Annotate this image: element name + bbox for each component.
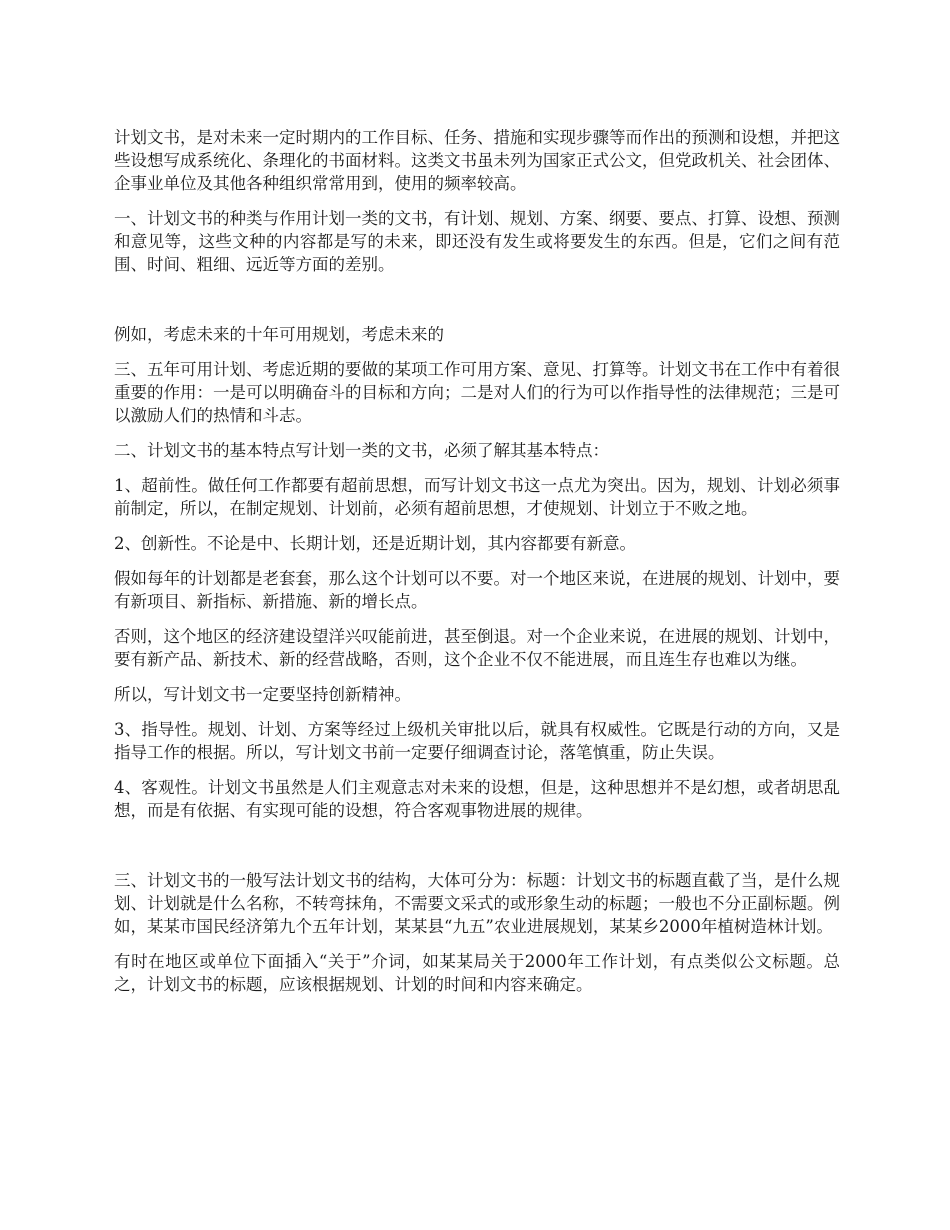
paragraph-feature-1: 1、超前性。做任何工作都要有超前思想，而写计划文书这一点尤为突出。因为，规划、计划必须事前制定，所以，在制定规划、计划前，必须有超前思想，才使规划、计划立于不败之地。: [114, 476, 840, 518]
paragraph-feature-2-detail-1: 假如每年的计划都是老套套，那么这个计划可以不要。对一个地区来说，在进展的规划、计划中，要有新项目、新指标、新措施、新的增长点。: [114, 569, 840, 611]
paragraph-title-rule: 有时在地区或单位下面插入“关于”介词，如某某局关于2000年工作计划，有点类似公文标题。总之，计划文书的标题，应该根据规划、计划的时间和内容来确定。: [114, 952, 840, 994]
paragraph-intro: 计划文书，是对未来一定时期内的工作目标、任务、措施和实现步骤等而作出的预测和设想，并把这些设想写成系统化、条理化的书面材料。这类文书虽未列为国家正式公文，但党政机关、社会团体、企事业单位及其他各种组织常常用到，使用的频率较高。: [114, 128, 840, 193]
paragraph-feature-2: 2、创新性。不论是中、长期计划，还是近期计划，其内容都要有新意。: [114, 534, 636, 553]
paragraph-feature-4: 4、客观性。计划文书虽然是人们主观意志对未来的设想，但是，这种思想并不是幻想，或者胡思乱想，而是有依据、有实现可能的设想，符合客观事物进展的规律。: [114, 778, 840, 820]
paragraph-gap: [114, 834, 840, 869]
paragraph-writing-method: 三、计划文书的一般写法计划文书的结构，大体可分为：标题：计划文书的标题直截了当，是什么规划、计划就是什么名称，不转弯抹角，不需要文采式的或形象生动的标题；一般也不分正副标题。例如，某某市国民经济第九个五年计划，某某县“九五”农业进展规划，某某乡2000年植树造林计划。: [114, 871, 840, 936]
paragraph-feature-2-detail-2: 否则，这个地区的经济建设望洋兴叹能前进，甚至倒退。对一个企业来说，在进展的规划、计划中，要有新产品、新技术、新的经营战略，否则，这个企业不仅不能进展，而且连生存也难以为继。: [114, 627, 840, 669]
paragraph-feature-2-conclusion: 所以，写计划文书一定要坚持创新精神。: [114, 685, 411, 704]
document-body: [114, 126, 840, 1008]
paragraph-feature-3: 3、指导性。规划、计划、方案等经过上级机关审批以后，就具有权威性。它既是行动的方向，又是指导工作的根据。所以，写计划文书前一定要仔细调查讨论，落笔慎重，防止失误。: [114, 720, 840, 762]
paragraph-example: 例如，考虑未来的十年可用规划，考虑未来的: [114, 325, 444, 344]
paragraph-features-heading: 二、计划文书的基本特点写计划一类的文书，必须了解其基本特点：: [114, 441, 609, 460]
paragraph-functions: 三、五年可用计划、考虑近期的要做的某项工作可用方案、意见、打算等。计划文书在工作中有着很重要的作用：一是可以明确奋斗的目标和方向；二是对人们的行为可以作指导性的法律规范；三是可以激励人们的热情和斗志。: [114, 360, 840, 425]
paragraph-types-and-functions: 一、计划文书的种类与作用计划一类的文书，有计划、规划、方案、纲要、要点、打算、设想、预测和意见等，这些文种的内容都是写的未来，即还没有发生或将要发生的东西。但是，它们之间有范围、时间、粗细、远近等方面的差别。: [114, 209, 840, 274]
paragraph-gap: [114, 288, 840, 323]
